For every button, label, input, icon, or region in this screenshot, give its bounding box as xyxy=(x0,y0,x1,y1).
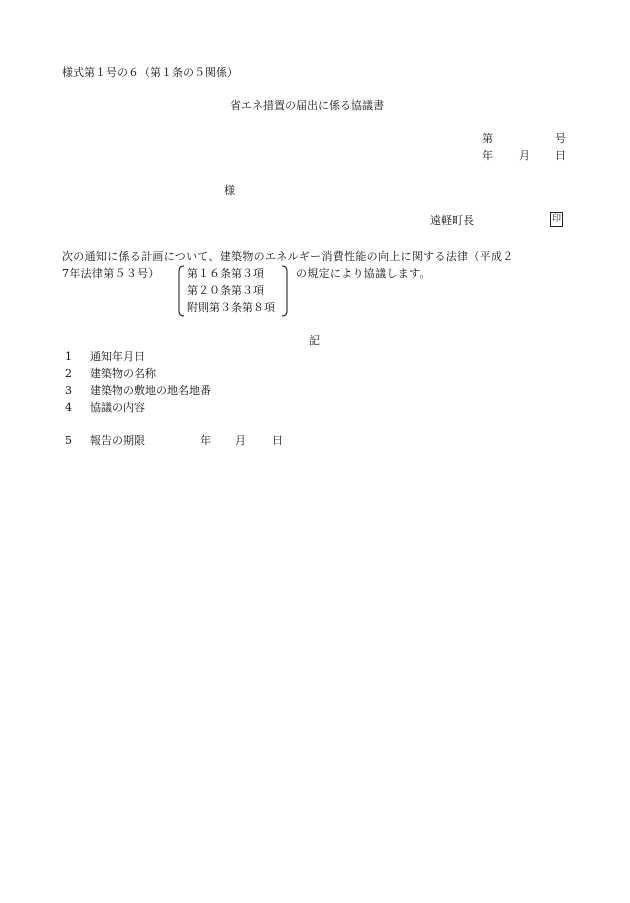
list-item: 1 通知年月日 xyxy=(65,350,145,363)
number-suffix: 号 xyxy=(555,132,566,145)
clause-brace-list xyxy=(177,264,289,318)
document-title: 省エネ措置の届出に係る協議書 xyxy=(230,99,384,112)
clause-item: 附則第３条第８項 xyxy=(187,301,275,314)
body-text-line-2-end: の規定により協議します。 xyxy=(296,267,431,280)
date-day: 日 xyxy=(555,149,566,162)
form-number: 様式第１号の６（第１条の５関係） xyxy=(62,66,238,79)
list-item: 3 建築物の敷地の地名地番 xyxy=(65,384,211,397)
body-text-line-2-start: 7年法律第５３号） xyxy=(62,267,160,280)
seal-mark: 印 xyxy=(550,212,563,227)
report-year: 年 xyxy=(200,434,211,447)
clause-item: 第１６条第３項 xyxy=(187,267,264,280)
issuer-name: 遠軽町長 xyxy=(430,214,474,227)
body-text-line-1: 次の通知に係る計画について、建築物のエネルギー消費性能の向上に関する法律（平成２ xyxy=(62,250,514,263)
date-year: 年 xyxy=(482,149,493,162)
clause-item: 第２０条第３項 xyxy=(187,284,264,297)
date-month: 月 xyxy=(519,149,530,162)
record-mark: 記 xyxy=(309,334,320,347)
list-item: 2 建築物の名称 xyxy=(65,367,156,380)
addressee-honorific: 様 xyxy=(224,184,235,197)
report-month: 月 xyxy=(235,434,246,447)
report-day: 日 xyxy=(272,434,283,447)
number-prefix: 第 xyxy=(482,132,493,145)
report-deadline-item: 5 報告の期限 xyxy=(65,434,145,447)
list-item: 4 協議の内容 xyxy=(65,401,145,414)
